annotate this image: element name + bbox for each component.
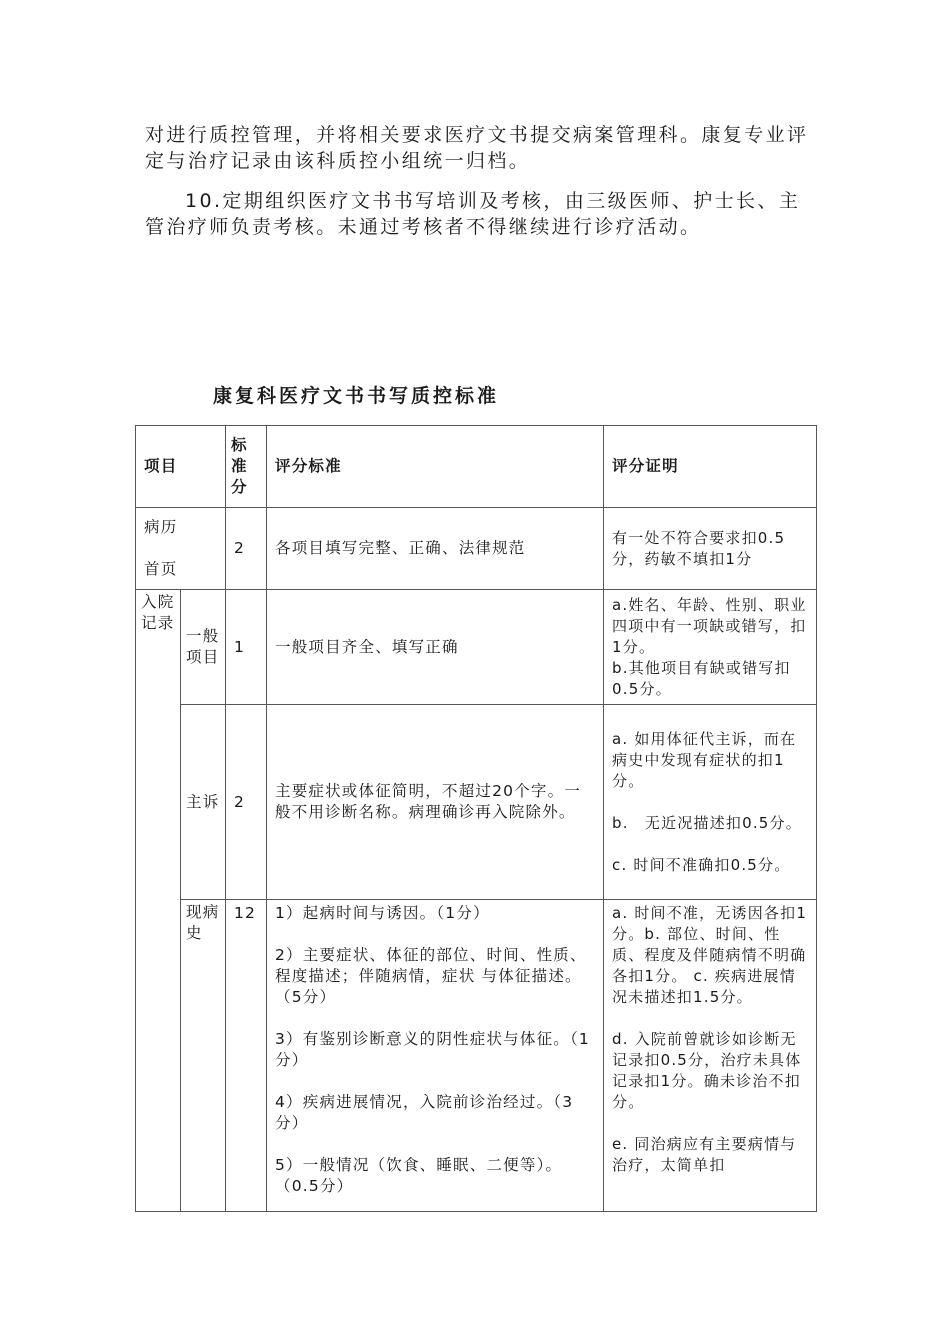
quality-control-table — [135, 425, 817, 1212]
sub-item-cell: 现病史 — [181, 900, 226, 1212]
proof-line: b. 无近况描述扣0.5分。 — [612, 813, 802, 832]
criteria-line: 5）一般情况（饮食、睡眠、二便等）。（0.5分） — [275, 1156, 563, 1195]
criteria-cell: 各项目填写完整、正确、法律规范 — [267, 508, 604, 590]
proof-line: c. 时间不准确扣0.5分。 — [612, 855, 791, 874]
sub-item-cell: 主诉 — [181, 705, 226, 900]
item-cell — [136, 508, 226, 590]
sub-item-cell: 一般项目 — [181, 590, 226, 705]
criteria-cell: 主要症状或体征简明，不超过20个字。一般不用诊断名称。病理确诊再入院除外。 — [267, 705, 604, 900]
table-row — [136, 590, 817, 705]
score-cell: 12 — [226, 900, 267, 1212]
score-cell: 1 — [226, 590, 267, 705]
table-title: 康复科医疗文书书写质控标准 — [213, 385, 500, 407]
proof-line: a. 如用体征代主诉，而在病史中发现有症状的扣1分。 — [612, 729, 797, 790]
table-row — [136, 508, 817, 590]
criteria-line: 1）起病时间与诱因。（1分） — [275, 904, 490, 922]
proof-cell — [604, 900, 817, 1212]
item-label: 首页 — [144, 560, 178, 578]
table-row — [136, 705, 817, 900]
header-score: 标准分 — [226, 426, 267, 508]
header-proof: 评分证明 — [604, 426, 817, 508]
proof-line: a. 时间不准，无诱因各扣1分。b. 部位、时间、性质、程度及伴随病情不明确各扣1分。 c. 疾病进展情况未描述扣1.5分。 — [612, 904, 808, 1006]
proof-line: e. 同治病应有主要病情与治疗，太简单扣 — [612, 1135, 797, 1174]
table-header-row — [136, 426, 817, 508]
paragraph-training: 10.定期组织医疗文书书写培训及考核，由三级医师、护士长、主管治疗师负责考核。未通过考核者不得继续进行诊疗活动。 — [145, 190, 801, 238]
header-criteria: 评分标准 — [267, 426, 604, 508]
header-item: 项目 — [136, 426, 226, 508]
item-label: 病历 — [144, 518, 178, 536]
criteria-line: 2）主要症状、体征的部位、时间、性质、程度描述；伴随病情，症状 与体征描述。（5分） — [275, 946, 587, 1006]
score-cell: 2 — [226, 508, 267, 590]
criteria-line: 4）疾病进展情况，入院前诊治经过。（3分） — [275, 1093, 574, 1132]
table-row — [136, 900, 817, 1212]
score-cell: 2 — [226, 705, 267, 900]
criteria-cell: 一般项目齐全、填写正确 — [267, 590, 604, 705]
proof-line: a.姓名、年龄、性别、职业四项中有一项缺或错写，扣1分。 — [612, 595, 807, 656]
proof-line: d. 入院前曾就诊如诊断无记录扣0.5分，治疗未具体记录扣1分。确未诊治不扣分。 — [612, 1030, 802, 1111]
proof-cell — [604, 705, 817, 900]
group-cell: 入院记录 — [136, 590, 181, 1212]
proof-cell — [604, 590, 817, 705]
proof-cell: 有一处不符合要求扣0.5分，药敏不填扣1分 — [604, 508, 817, 590]
proof-line: b.其他项目有缺或错写扣0.5分。 — [612, 658, 791, 698]
paragraph-archive: 对进行质控管理，并将相关要求医疗文书提交病案管理科。康复专业评定与治疗记录由该科质控小组统一归档。 — [145, 124, 809, 172]
criteria-cell — [267, 900, 604, 1212]
criteria-line: 3）有鉴别诊断意义的阴性症状与体征。（1分） — [275, 1030, 590, 1069]
